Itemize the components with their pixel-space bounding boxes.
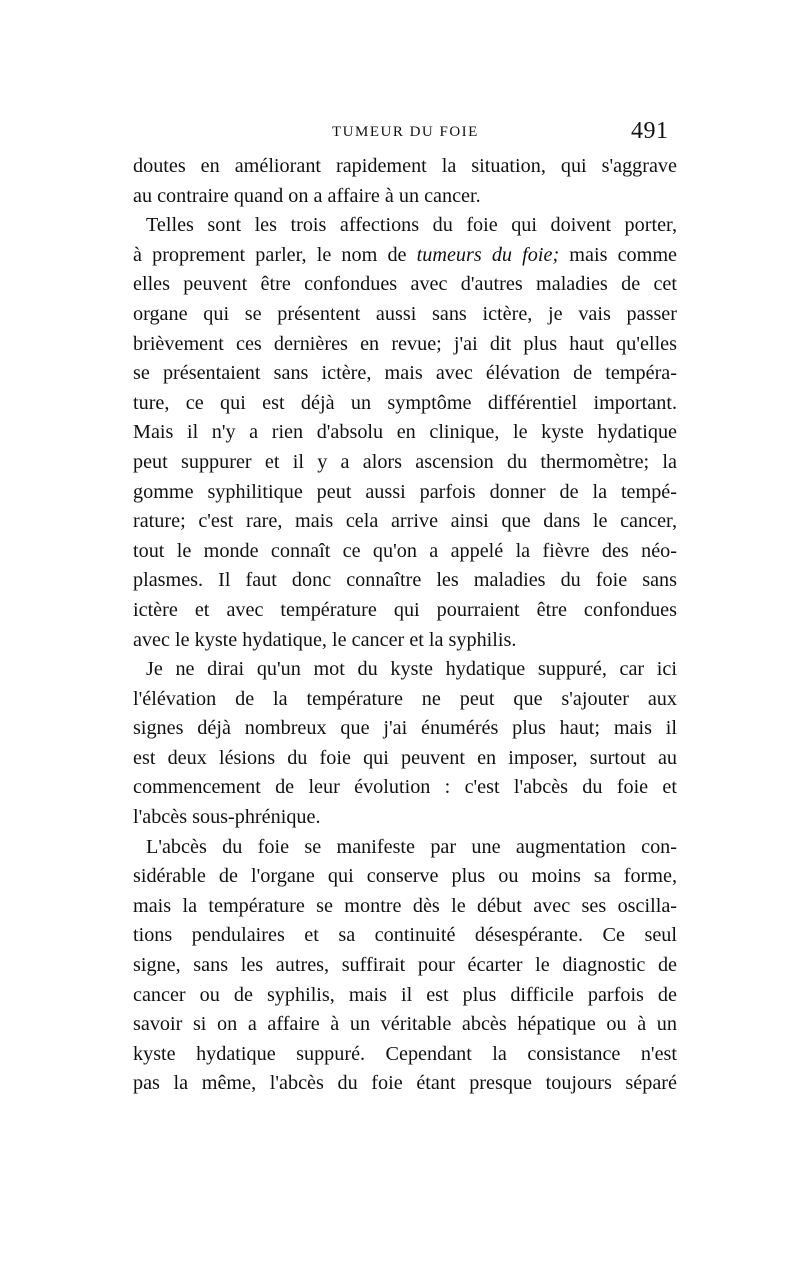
- text-line: peut suppurer et il y a alors ascension du thermomètre; la: [133, 450, 677, 473]
- body-text: [133, 152, 677, 1099]
- text-line: Je ne dirai qu'un mot du kyste hydatique suppuré, car ici: [146, 658, 677, 681]
- text-line: l'élévation de la température ne peut que s'ajouter aux: [133, 687, 677, 710]
- text-line: L'abcès du foie se manifeste par une augmentation con-: [146, 835, 677, 858]
- page-number: 491: [631, 118, 669, 144]
- paragraph-4: [133, 833, 677, 1099]
- text-line: avec le kyste hydatique, le cancer et la syphilis.: [133, 628, 517, 651]
- text-line: pas la même, l'abcès du foie étant presque toujours séparé: [133, 1072, 677, 1095]
- text-line: l'abcès sous-phrénique.: [133, 806, 321, 829]
- text-line: se présentaient sans ictère, mais avec élévation de tempéra-: [133, 362, 677, 385]
- text-line: cancer ou de syphilis, mais il est plus difficile parfois de: [133, 983, 677, 1006]
- text-line: Mais il n'y a rien d'absolu en clinique, le kyste hydatique: [133, 421, 677, 444]
- text-line: gomme syphilitique peut aussi parfois donner de la tempé-: [133, 480, 677, 503]
- text-line: rature; c'est rare, mais cela arrive ainsi que dans le cancer,: [133, 510, 677, 533]
- text-line: mais la température se montre dès le début avec ses oscilla-: [133, 894, 677, 917]
- text-line: ictère et avec température qui pourraient être confondues: [133, 598, 677, 621]
- text-line: kyste hydatique suppuré. Cependant la consistance n'est: [133, 1042, 677, 1065]
- text-line: doutes en améliorant rapidement la situation, qui s'aggrave: [133, 155, 677, 177]
- running-head: [0, 118, 800, 148]
- text-fragment: mais comme: [559, 243, 677, 266]
- paragraph-1: [133, 152, 677, 211]
- text-line: brièvement ces dernières en revue; j'ai dit plus haut qu'elles: [133, 332, 677, 355]
- paragraph-3: [133, 655, 677, 833]
- text-line: tout le monde connaît ce qu'on a appelé la fièvre des néo-: [133, 539, 677, 562]
- text-line: ture, ce qui est déjà un symptôme différentiel important.: [133, 391, 677, 414]
- text-line: savoir si on a affaire à un véritable abcès hépatique ou à un: [133, 1013, 677, 1036]
- text-line: elles peuvent être confondues avec d'autres maladies de cet: [133, 273, 677, 296]
- text-line: au contraire quand on a affaire à un cancer.: [133, 184, 481, 207]
- paragraph-2: [133, 211, 677, 655]
- text-line: est deux lésions du foie qui peuvent en imposer, surtout au: [133, 746, 677, 769]
- text-line: Telles sont les trois affections du foie qui doivent porter,: [146, 214, 677, 237]
- italic-term: tumeurs du foie;: [416, 243, 560, 266]
- text-line: signes déjà nombreux que j'ai énumérés plus haut; mais il: [133, 717, 677, 740]
- text-fragment: à proprement parler, le nom de: [133, 243, 417, 266]
- text-line: plasmes. Il faut donc connaître les maladies du foie sans: [133, 569, 677, 592]
- text-line: organe qui se présentent aussi sans ictère, je vais passer: [133, 302, 677, 325]
- text-line: tions pendulaires et sa continuité désespérante. Ce seul: [133, 924, 677, 947]
- running-title: TUMEUR DU FOIE: [332, 124, 479, 140]
- text-line: sidérable de l'organe qui conserve plus ou moins sa forme,: [133, 865, 677, 888]
- text-line: signe, sans les autres, suffirait pour écarter le diagnostic de: [133, 954, 677, 977]
- text-line-with-italic: [133, 241, 677, 271]
- text-line: commencement de leur évolution : c'est l'abcès du foie et: [133, 776, 677, 799]
